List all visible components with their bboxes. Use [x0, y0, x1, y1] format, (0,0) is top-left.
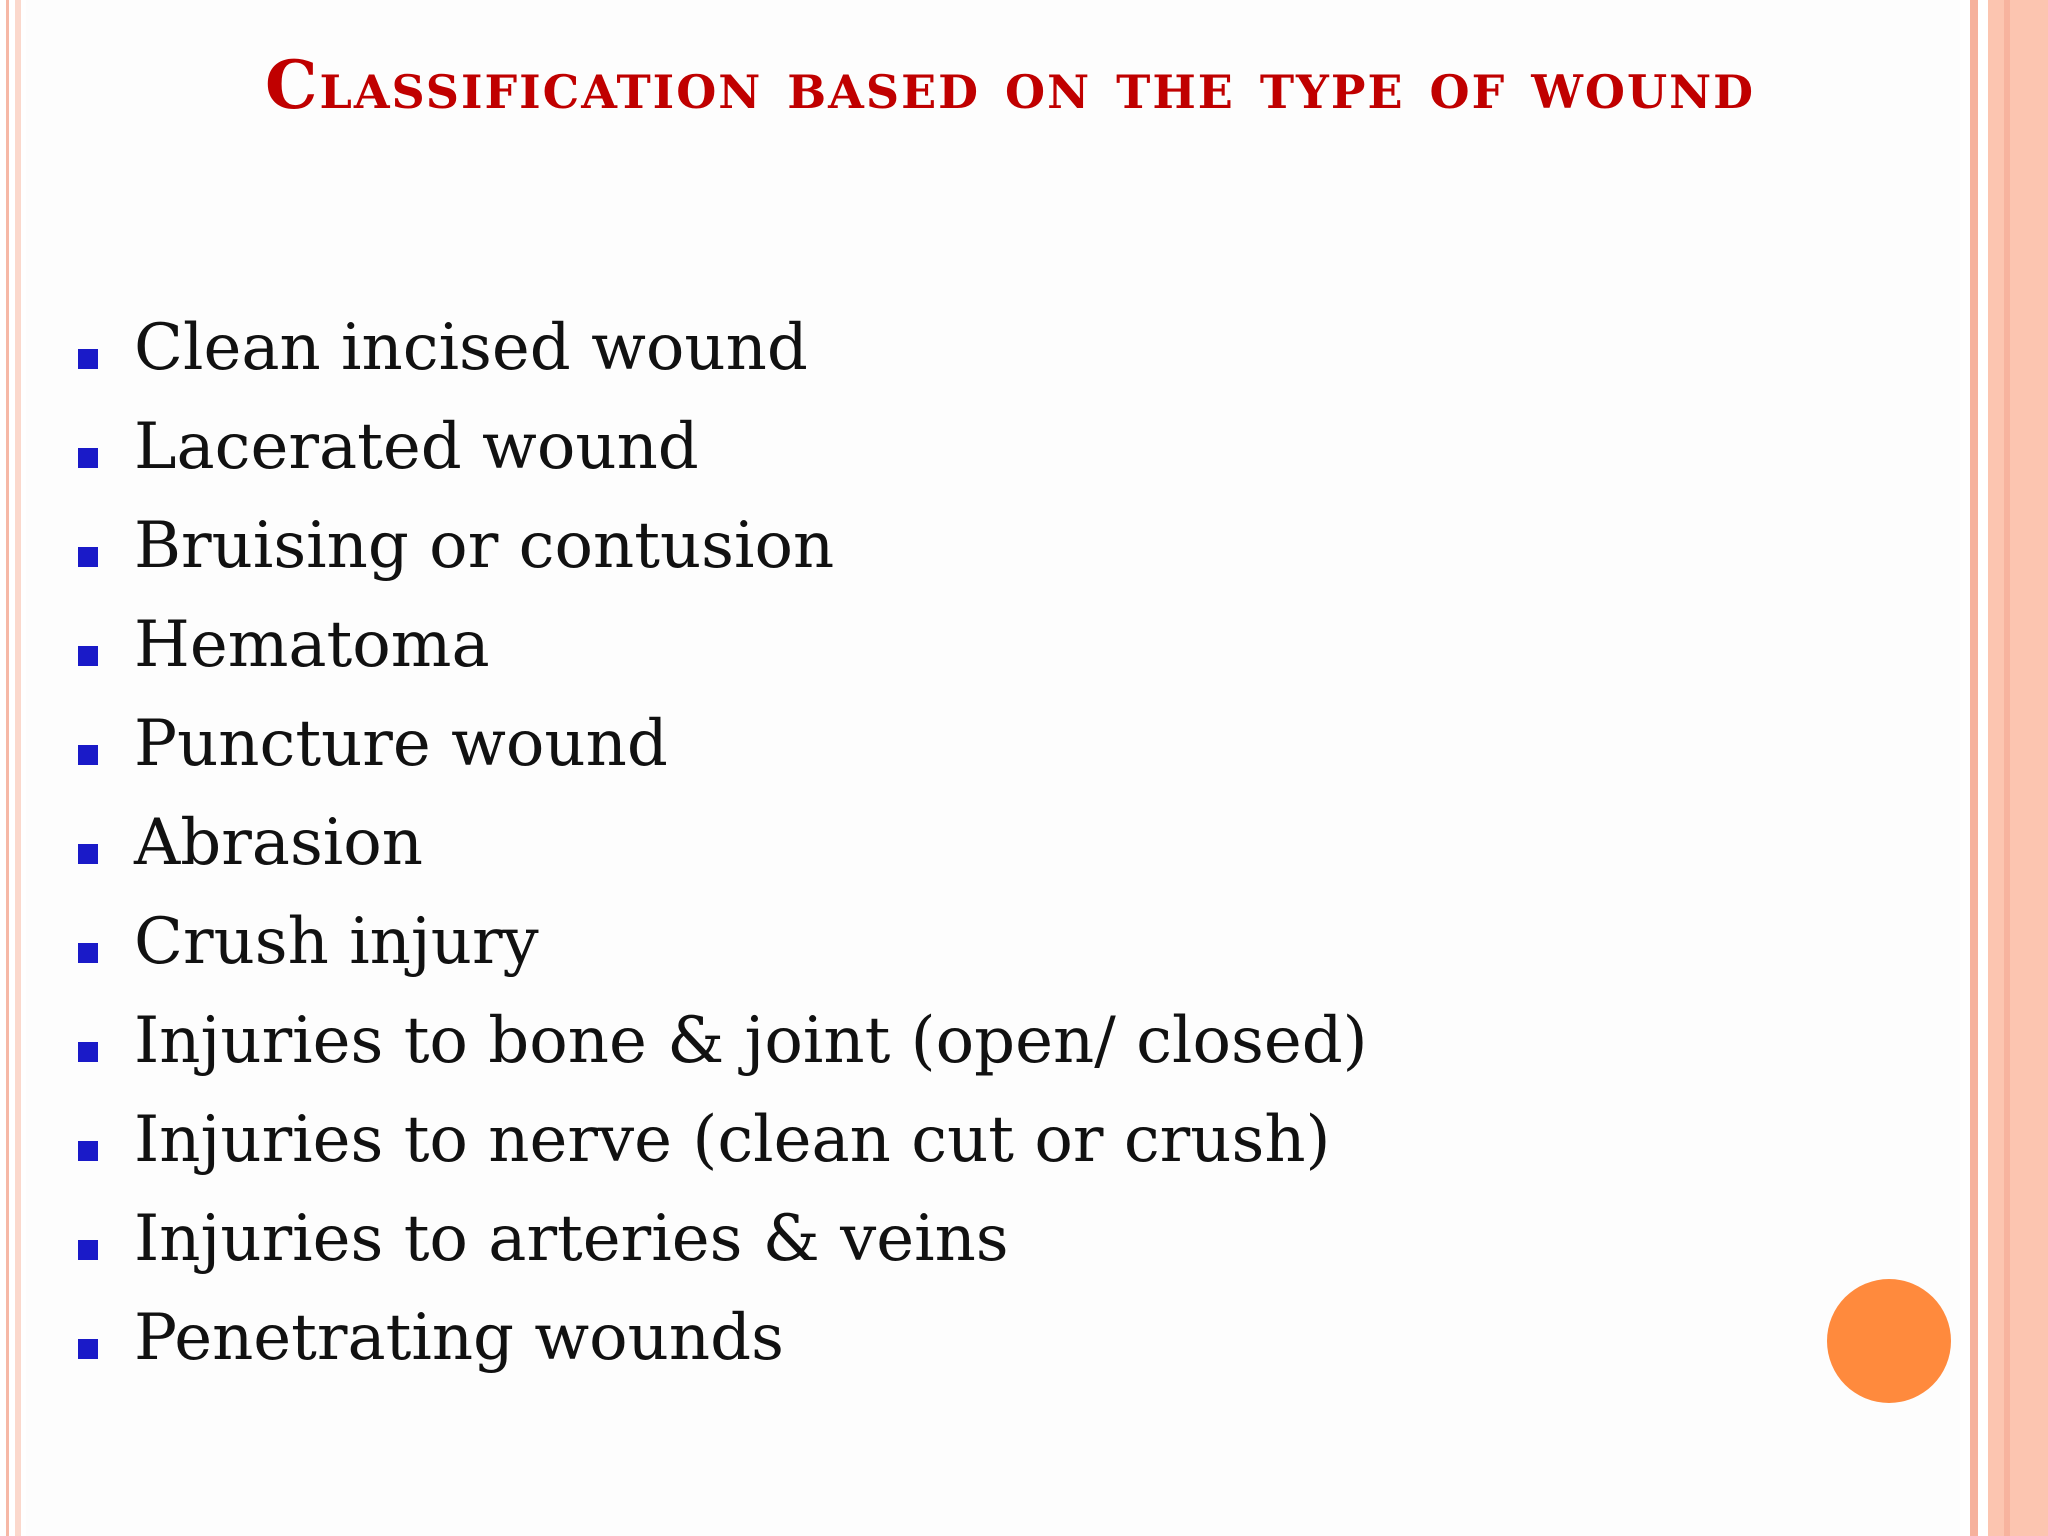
- list-item: [78, 991, 1368, 1090]
- right-border-stripe: [1960, 0, 1970, 1536]
- bullet-list: [78, 298, 1368, 1387]
- list-item-text: Lacerated wound: [134, 409, 699, 484]
- square-bullet-icon: [78, 646, 98, 666]
- square-bullet-icon: [78, 844, 98, 864]
- list-item-text: Crush injury: [134, 904, 539, 979]
- list-item-text: Abrasion: [134, 805, 423, 880]
- list-item: [78, 694, 1368, 793]
- list-item: [78, 1090, 1368, 1189]
- square-bullet-icon: [78, 1240, 98, 1260]
- list-item-text: Clean incised wound: [134, 310, 808, 385]
- square-bullet-icon: [78, 448, 98, 468]
- list-item-text: Penetrating wounds: [134, 1300, 784, 1375]
- square-bullet-icon: [78, 943, 98, 963]
- list-item-text: Bruising or contusion: [134, 508, 835, 583]
- right-border-stripe: [1970, 0, 1978, 1536]
- square-bullet-icon: [78, 1339, 98, 1359]
- list-item: [78, 595, 1368, 694]
- list-item: [78, 496, 1368, 595]
- list-item: [78, 1288, 1368, 1387]
- list-item-text: Injuries to nerve (clean cut or crush): [134, 1102, 1331, 1177]
- left-border-decoration: [0, 0, 26, 1536]
- list-item: [78, 793, 1368, 892]
- left-border-stripe: [15, 0, 21, 1536]
- list-item: [78, 298, 1368, 397]
- right-border-stripe: [1988, 0, 2048, 1536]
- slide-title: Classification based on the type of wound: [264, 46, 1756, 124]
- list-item-text: Injuries to bone & joint (open/ closed): [134, 1003, 1368, 1078]
- square-bullet-icon: [78, 547, 98, 567]
- list-item-text: Injuries to arteries & veins: [134, 1201, 1009, 1276]
- list-item: [78, 397, 1368, 496]
- orange-circle-decoration: [1827, 1279, 1951, 1403]
- list-item-text: Puncture wound: [134, 706, 668, 781]
- right-border-decoration: [1960, 0, 2048, 1536]
- list-item-text: Hematoma: [134, 607, 490, 682]
- list-item: [78, 892, 1368, 991]
- square-bullet-icon: [78, 1141, 98, 1161]
- left-border-stripe: [6, 0, 9, 1536]
- list-item: [78, 1189, 1368, 1288]
- right-border-stripe: [1978, 0, 1988, 1536]
- square-bullet-icon: [78, 1042, 98, 1062]
- square-bullet-icon: [78, 745, 98, 765]
- right-border-stripe: [2004, 0, 2010, 1536]
- square-bullet-icon: [78, 349, 98, 369]
